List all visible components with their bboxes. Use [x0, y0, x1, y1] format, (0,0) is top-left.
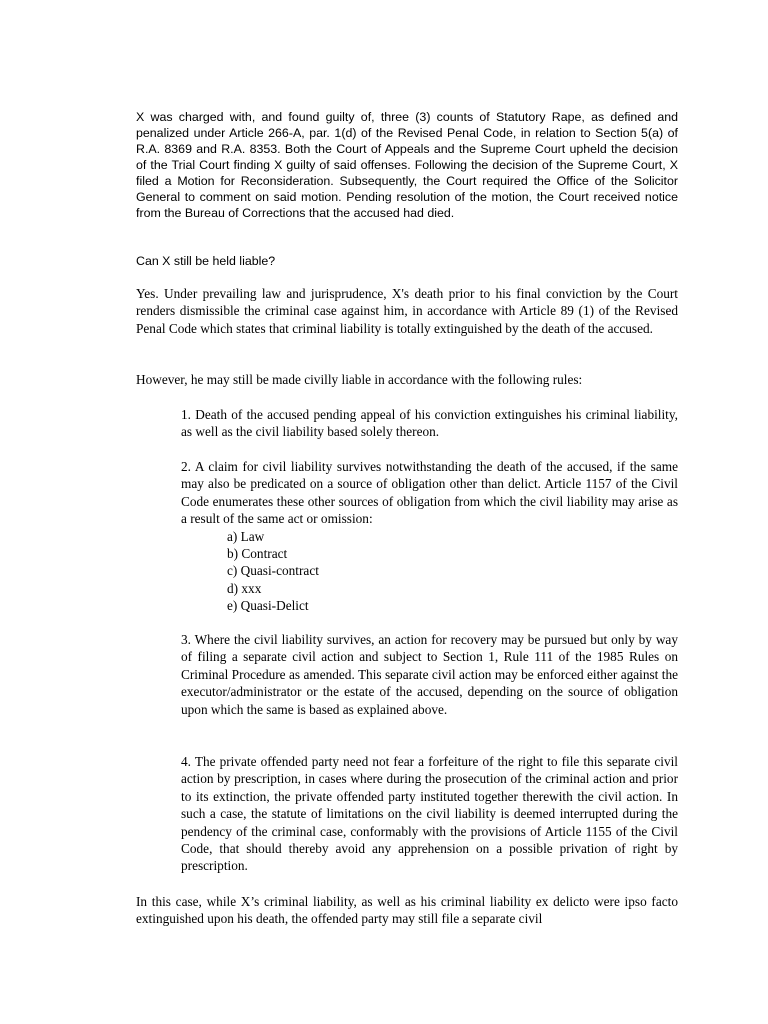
however-paragraph: However, he may still be made civilly liable in accordance with the following rules: [136, 372, 583, 387]
rule-4: 4. The private offended party need not fear a forfeiture of the right to file this separate civil action by prescription, in cases where during the prosecution of the criminal action and prior to its extinction, the private offended party instituted together therewith the civil action. In such a case, the statute of limitations on the civil liability is deemed interrupted during the pendency of the criminal case, conformably with the provisions of Article 1155 of the Civil Code, that should thereby avoid any apprehension on a possible privation of right by prescription. [181, 754, 678, 874]
answer-paragraph: Yes. Under prevailing law and jurisprudence, X's death prior to his final conviction by the Court renders dismissible the criminal case against him, in accordance with Article 89 (1) of the Revised Penal Code which states that criminal liability is totally extinguished by the death of the accused. [136, 286, 678, 336]
rule-2-block [181, 458, 678, 615]
obligation-sources-list [181, 528, 678, 615]
list-item: c) Quasi-contract [227, 563, 319, 579]
list-item: a) Law [227, 528, 265, 544]
question-paragraph: Can X still be held liable? [136, 254, 276, 268]
rule-2: 2. A claim for civil liability survives notwithstanding the death of the accused, if the same may also be predicated on a source of obligation other than delict. Article 1157 of the Civil Code enumerates these other sources of obligation from which the civil liability may arise as a result of the same act or omission: [181, 459, 678, 527]
list-item: e) Quasi-Delict [227, 598, 309, 614]
list-item: d) xxx [227, 580, 262, 596]
list-item: b) Contract [227, 546, 288, 562]
rule-1: 1. Death of the accused pending appeal of his conviction extinguishes his criminal liability, as well as the civil liability based solely thereon. [181, 407, 678, 440]
conclusion-paragraph: In this case, while X’s criminal liability, as well as his criminal liability ex delicto were ipso facto extinguished upon his death, the offended party may still file a separate civil [136, 894, 678, 927]
facts-paragraph: X was charged with, and found guilty of, three (3) counts of Statutory Rape, as defined and penalized under Article 266-A, par. 1(d) of the Revised Penal Code, in relation to Section 5(a) of R.A. 8369 and R.A. 8353. Both the Court of Appeals and the Supreme Court upheld the decision of the Trial Court finding X guilty of said offenses. Following the decision of the Supreme Court, X filed a Motion for Reconsideration. Subsequently, the Court required the Office of the Solicitor General to comment on said motion. Pending resolution of the motion, the Court received notice from the Bureau of Corrections that the accused had died. [136, 110, 678, 220]
rule-3: 3. Where the civil liability survives, an action for recovery may be pursued but only by way of filing a separate civil action and subject to Section 1, Rule 111 of the 1985 Rules on Criminal Procedure as amended. This separate civil action may be enforced either against the executor/administrator or the estate of the accused, depending on the source of obligation upon which the same is based as explained above. [181, 632, 678, 717]
